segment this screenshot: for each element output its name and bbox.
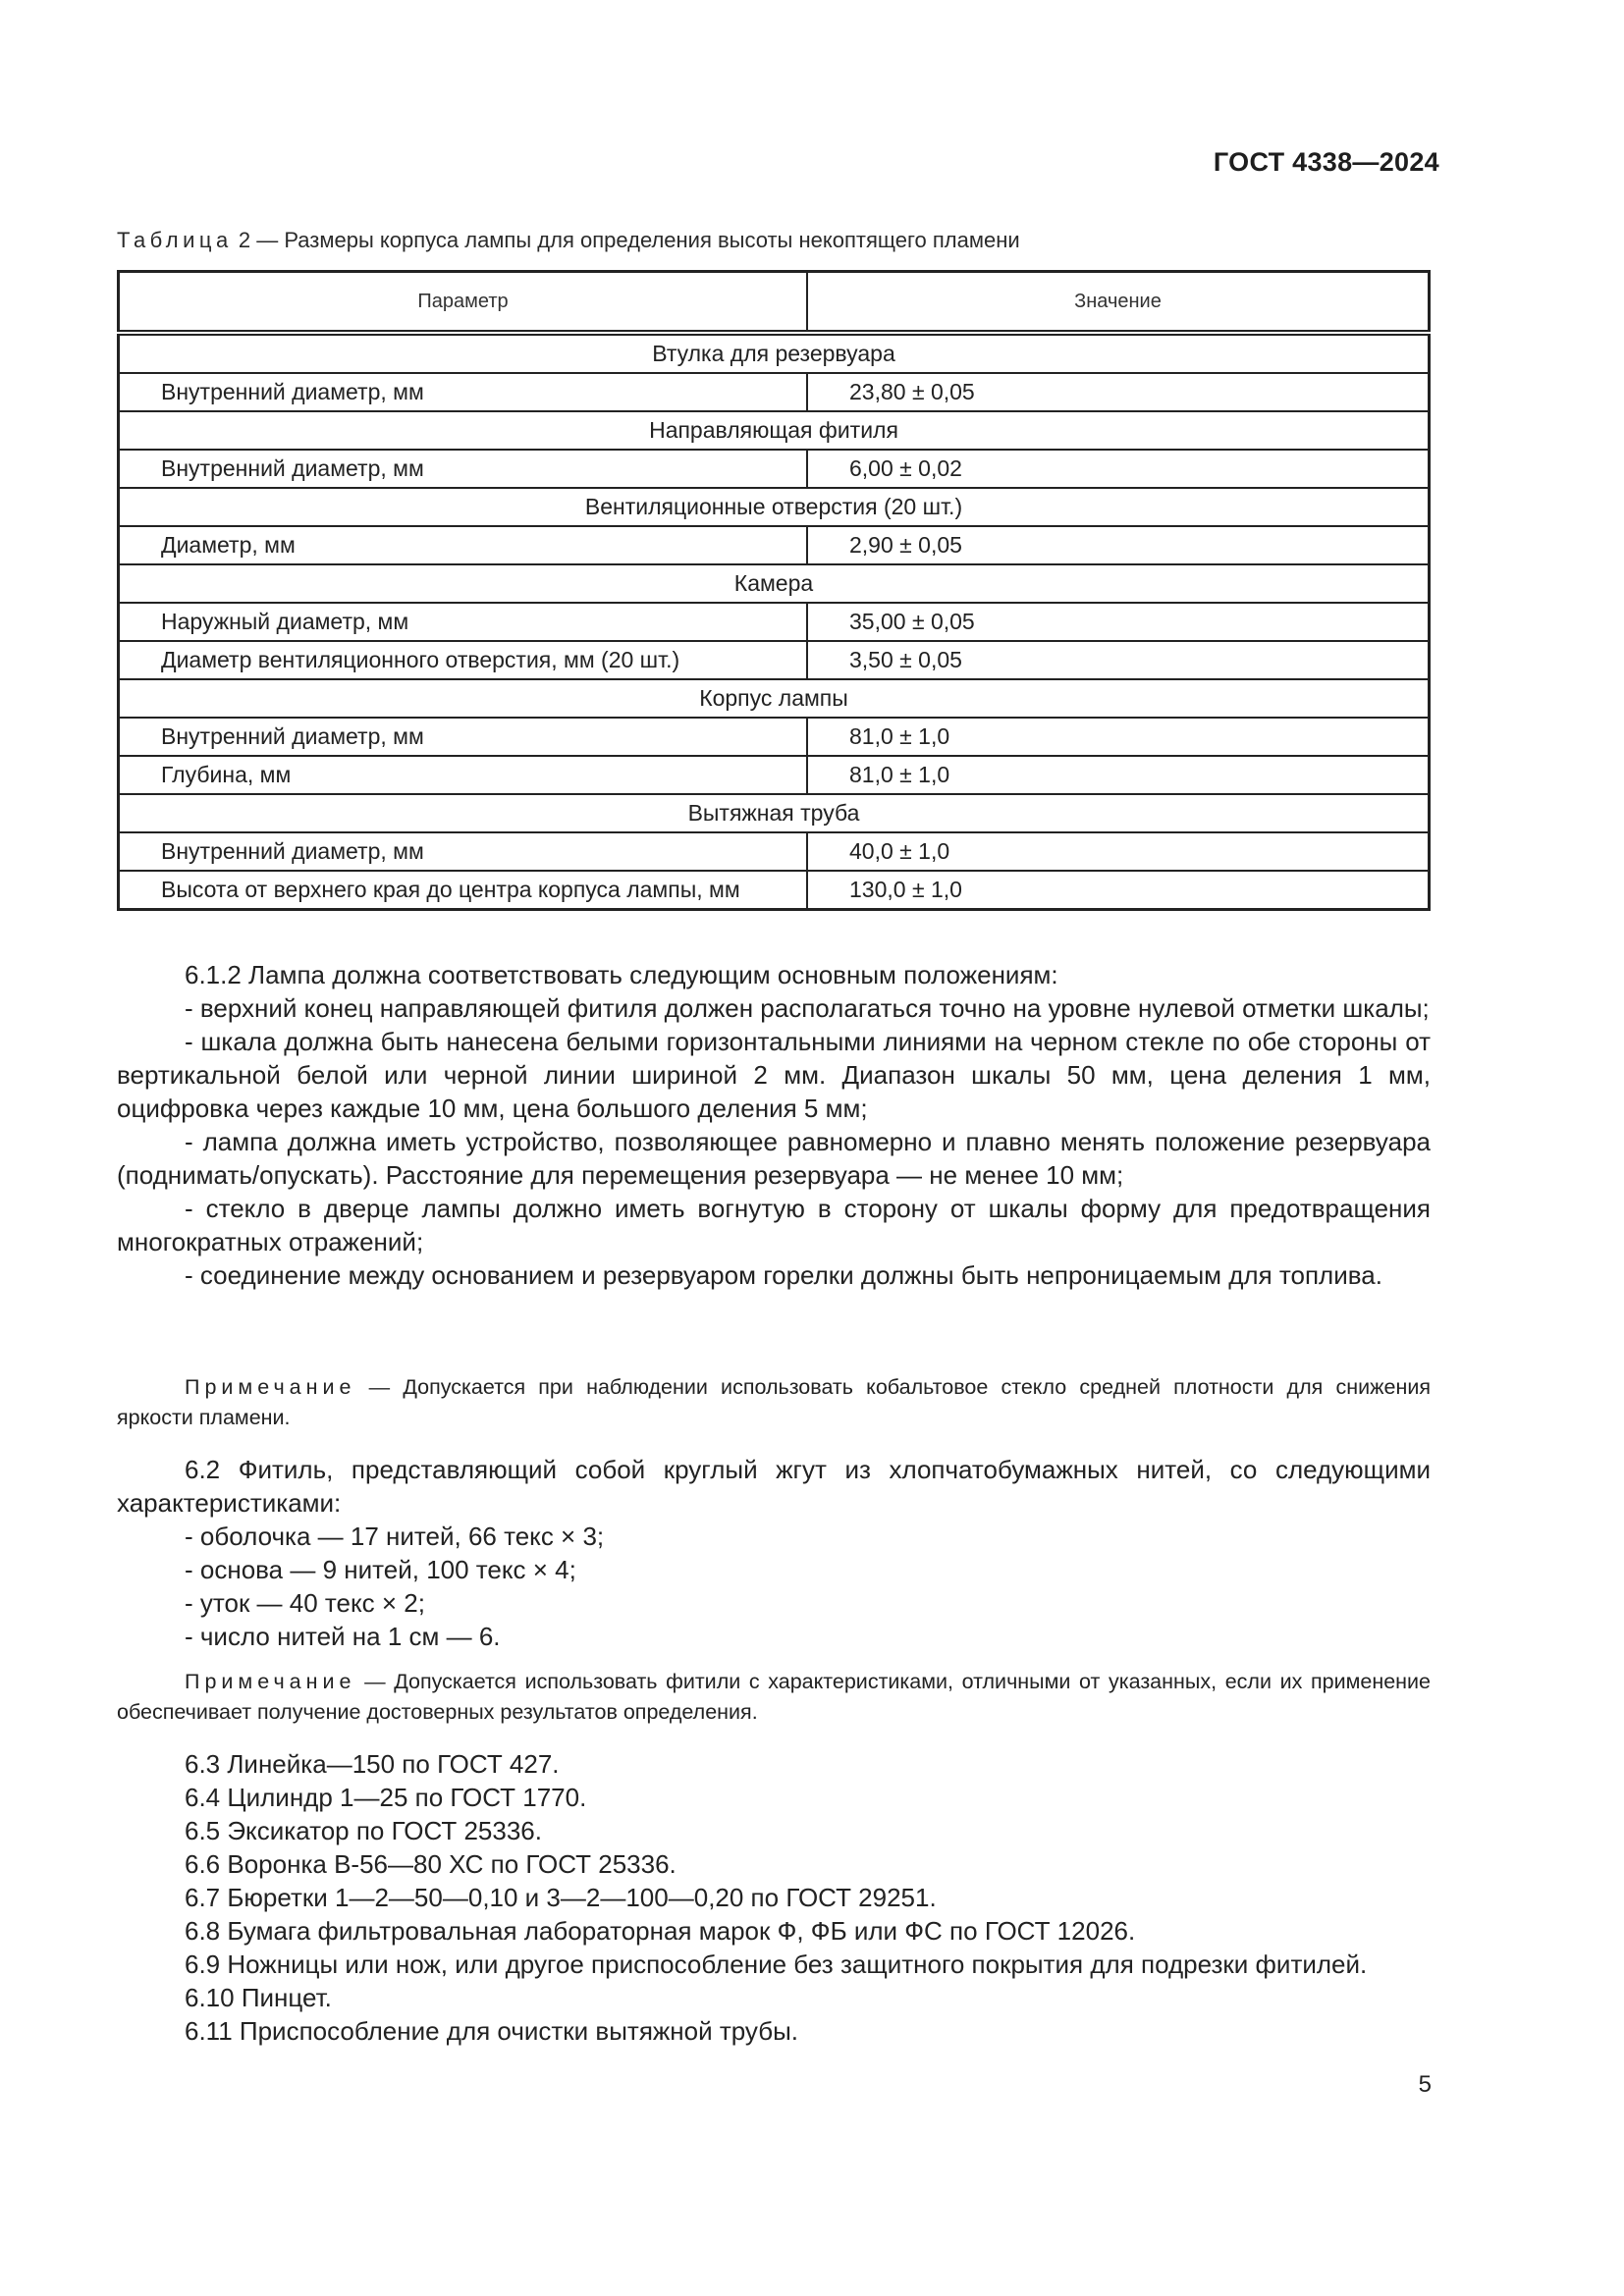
param-cell: Внутренний диаметр, мм [119,832,808,871]
group-row [119,411,1430,450]
table-row [119,718,1430,756]
table-header-row [119,272,1430,334]
value-cell: 81,0 ± 1,0 [807,756,1430,794]
table-caption-text: 2 — Размеры корпуса лампы для определения высоты некоптящего пламени [232,228,1020,252]
equipment-item: 6.8 Бумага фильтровальная лабораторная марок Ф, ФБ или ФС по ГОСТ 12026. [185,1916,1136,1946]
param-cell: Внутренний диаметр, мм [119,373,808,411]
note-label: Примечание [185,1375,356,1399]
table-caption-label: Таблица [117,228,233,252]
list-item: - стекло в дверце лампы должно иметь вогнутую в сторону от шкалы форму для предотвращения многократных отражений; [117,1194,1431,1256]
value-cell: 3,50 ± 0,05 [807,641,1430,679]
list-item: - уток — 40 текс × 2; [185,1588,425,1618]
note-paragraph [117,1667,1431,1728]
table-row [119,450,1430,488]
group-title: Направляющая фитиля [119,411,1430,450]
param-cell: Внутренний диаметр, мм [119,450,808,488]
group-row [119,488,1430,526]
group-row [119,679,1430,718]
group-title: Втулка для резервуара [119,333,1430,373]
section-6-1-2 [117,958,1431,1292]
table-row [119,526,1430,564]
param-cell: Диаметр вентиляционного отверстия, мм (20 шт.) [119,641,808,679]
value-cell: 23,80 ± 0,05 [807,373,1430,411]
value-cell: 6,00 ± 0,02 [807,450,1430,488]
list-item: - лампа должна иметь устройство, позволяющее равномерно и плавно менять положение резервуара (поднимать/опускать). Расстояние для перемещения резервуара — не менее 10 мм; [117,1127,1431,1190]
standard-id-header: ГОСТ 4338—2024 [1213,147,1439,177]
param-cell: Глубина, мм [119,756,808,794]
group-row [119,794,1430,832]
equipment-item: 6.3 Линейка—150 по ГОСТ 427. [185,1749,560,1779]
param-cell: Высота от верхнего края до центра корпуса лампы, мм [119,871,808,910]
note-paragraph [117,1372,1431,1433]
list-item: - число нитей на 1 см — 6. [185,1622,501,1651]
value-cell: 35,00 ± 0,05 [807,603,1430,641]
value-cell: 2,90 ± 0,05 [807,526,1430,564]
group-title: Корпус лампы [119,679,1430,718]
list-item: - основа — 9 нитей, 100 текс × 4; [185,1555,576,1584]
note-text: — Допускается использовать фитили с характеристиками, отличными от указанных, если их применение обеспечивает получение достоверных результатов определения. [117,1670,1431,1724]
equipment-item: 6.9 Ножницы или нож, или другое приспособление без защитного покрытия для подрезки фитилей. [185,1949,1368,1979]
table-row [119,641,1430,679]
section-intro: 6.1.2 Лампа должна соответствовать следующим основным положениям: [185,960,1058,989]
equipment-item: 6.5 Эксикатор по ГОСТ 25336. [185,1816,542,1845]
equipment-item: 6.6 Воронка В-56—80 ХС по ГОСТ 25336. [185,1849,677,1879]
group-row [119,333,1430,373]
value-cell: 81,0 ± 1,0 [807,718,1430,756]
table-row [119,871,1430,910]
equipment-item: 6.7 Бюретки 1—2—50—0,10 и 3—2—100—0,20 по ГОСТ 29251. [185,1883,937,1912]
table-row [119,603,1430,641]
table-caption [117,228,1020,253]
param-cell: Диаметр, мм [119,526,808,564]
table-row [119,756,1430,794]
param-cell: Наружный диаметр, мм [119,603,808,641]
value-cell: 130,0 ± 1,0 [807,871,1430,910]
param-cell: Внутренний диаметр, мм [119,718,808,756]
section-6-2 [117,1453,1431,1653]
value-cell: 40,0 ± 1,0 [807,832,1430,871]
group-row [119,564,1430,603]
group-title: Вентиляционные отверстия (20 шт.) [119,488,1430,526]
table-row [119,832,1430,871]
note-label: Примечание [185,1670,356,1693]
column-header-value: Значение [807,272,1430,334]
lamp-dimensions-table [117,270,1431,911]
list-item: - шкала должна быть нанесена белыми горизонтальными линиями на черном стекле по обе стороны от вертикальной белой или черной линии шириной 2 мм. Диапазон шкалы 50 мм, цена деления 1 мм, оцифровка через каждые 10 мм, цена большого деления 5 мм; [117,1027,1431,1123]
equipment-list [117,1747,1431,2048]
list-item: - оболочка — 17 нитей, 66 текс × 3; [185,1522,605,1551]
note-text: — Допускается при наблюдении использовать кобальтовое стекло средней плотности для снижения яркости пламени. [117,1375,1431,1429]
note-6-2 [117,1667,1431,1728]
table-row [119,373,1430,411]
group-title: Вытяжная труба [119,794,1430,832]
section-intro: 6.2 Фитиль, представляющий собой круглый жгут из хлопчатобумажных нитей, со следующими характеристиками: [117,1455,1431,1518]
equipment-item: 6.11 Приспособление для очистки вытяжной трубы. [185,2016,799,2046]
equipment-item: 6.10 Пинцет. [185,1983,332,2012]
list-item: - верхний конец направляющей фитиля должен располагаться точно на уровне нулевой отметки шкалы; [185,993,1430,1023]
group-title: Камера [119,564,1430,603]
column-header-parameter: Параметр [119,272,808,334]
list-item: - соединение между основанием и резервуаром горелки должны быть непроницаемым для топлива. [185,1260,1382,1290]
note-6-1-2 [117,1372,1431,1433]
page-number: 5 [1418,2071,1432,2098]
equipment-item: 6.4 Цилиндр 1—25 по ГОСТ 1770. [185,1783,587,1812]
